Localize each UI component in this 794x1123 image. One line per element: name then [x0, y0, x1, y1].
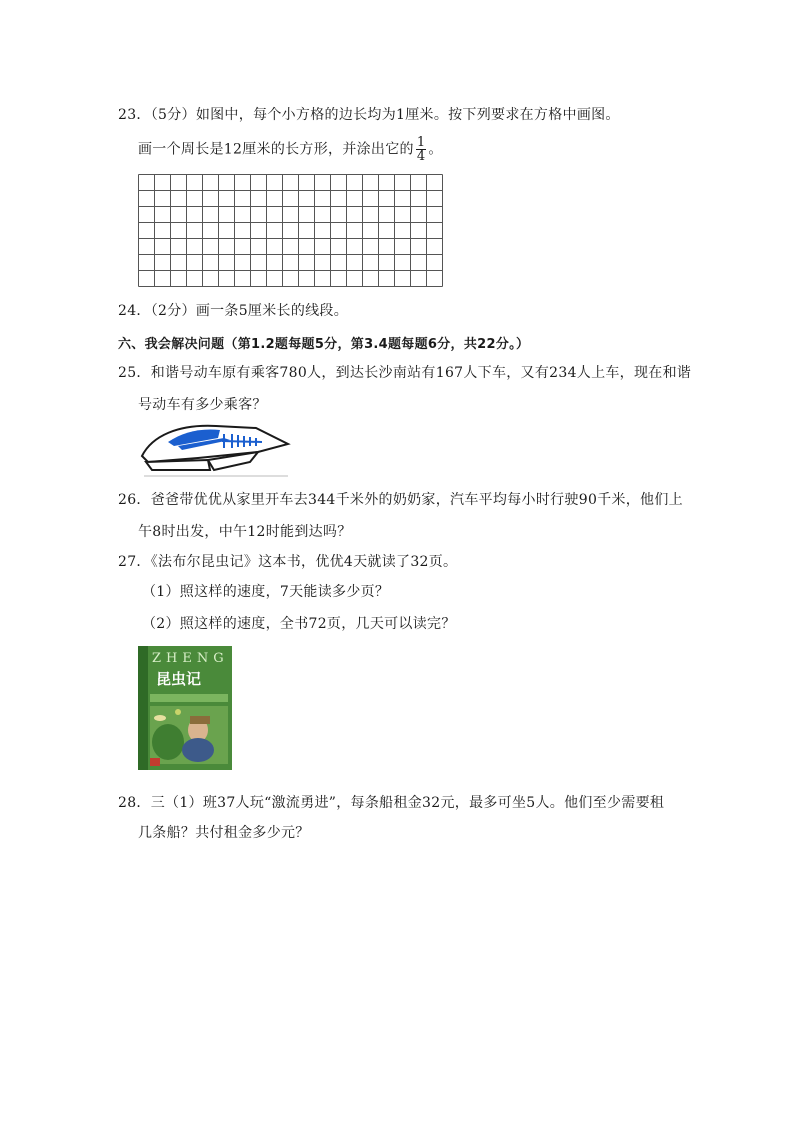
- q27-sub2: （2）照这样的速度，全书72页，几天可以读完？: [142, 616, 456, 632]
- insect-book-cover-image: [138, 646, 232, 770]
- section6-title: 六、我会解决问题（第1.2题每题5分，第3.4题每题6分，共22分。）: [118, 337, 530, 352]
- book-title: 昆虫记: [156, 670, 202, 688]
- q24-stem: 24．（2分）画一条5厘米长的线段。: [118, 303, 349, 319]
- q23-task-prefix: 画一个周长是12厘米的长方形，并涂出它的: [138, 141, 414, 158]
- q27-stem: 27．《法布尔昆虫记》这本书，优优4天就读了32页。: [118, 554, 458, 570]
- high-speed-train-image: [138, 418, 293, 478]
- q25-line1: 25．和谐号动车原有乘客780人，到达长沙南站有167人下车，又有234人上车，现在和谐: [118, 365, 692, 381]
- fraction-quarter: [416, 136, 427, 163]
- q23-task-suffix: 。: [428, 141, 443, 158]
- fraction-denominator: 4: [416, 149, 426, 164]
- book-banner: ZHENG: [152, 651, 229, 666]
- q23-task: [138, 136, 443, 163]
- q28-line1: 28．三（1）班37人玩“激流勇进”，每条船租金32元，最多可坐5人。他们至少需要租: [118, 795, 665, 811]
- q23-stem: 23．（5分）如图中，每个小方格的边长均为1厘米。按下列要求在方格中画图。: [118, 107, 620, 123]
- q26-line1: 26．爸爸带优优从家里开车去344千米外的奶奶家，汽车平均每小时行驶90千米，他们上: [118, 492, 683, 508]
- fraction-numerator: 1: [416, 135, 426, 150]
- square-grid[interactable]: [138, 174, 458, 287]
- q28-line2: 几条船？共付租金多少元？: [138, 825, 310, 841]
- q27-sub1: （1）照这样的速度，7天能读多少页？: [142, 584, 390, 600]
- q26-line2: 午8时出发，中午12时能到达吗？: [138, 524, 352, 540]
- q25-line2: 号动车有多少乘客？: [138, 397, 267, 413]
